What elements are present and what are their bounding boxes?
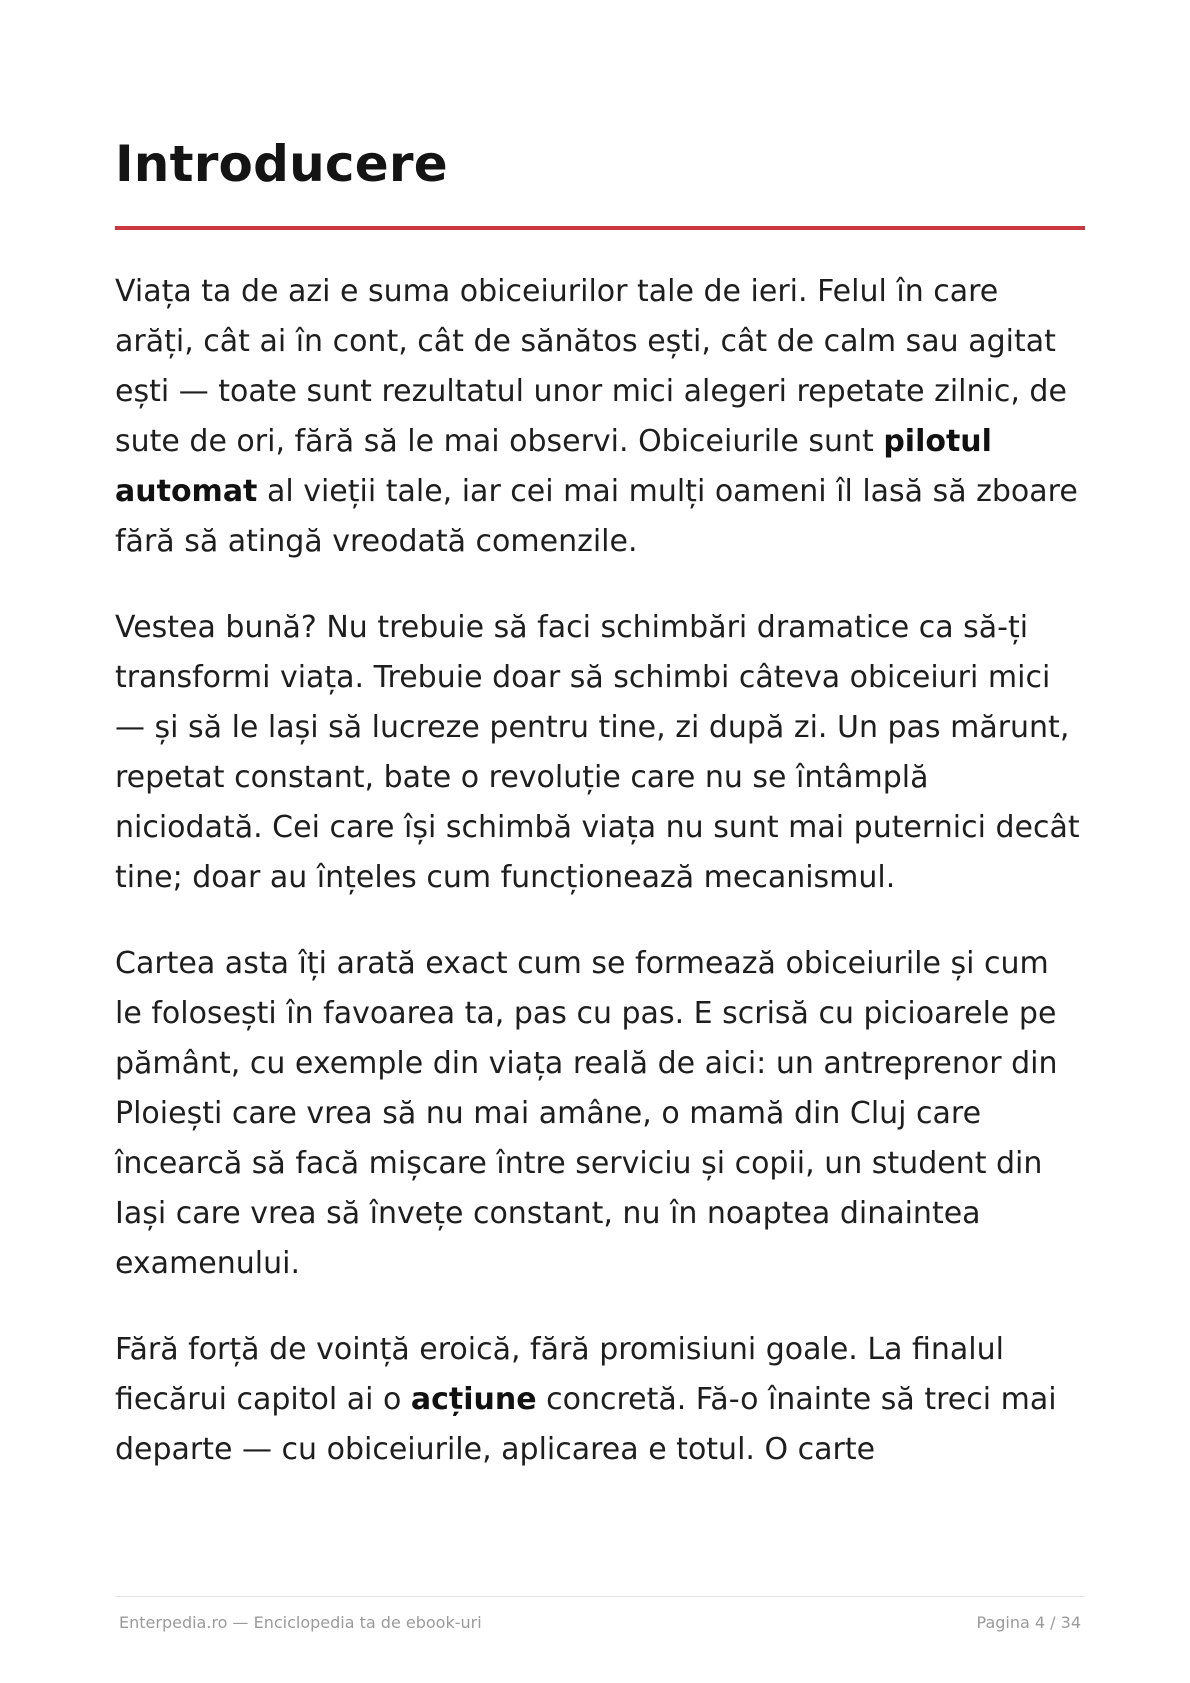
title-divider (115, 226, 1085, 230)
emphasis-actiune: acțiune (410, 1382, 537, 1417)
chapter-title: Introducere (115, 135, 448, 193)
paragraph-1-text-a: Viața ta de azi e suma obiceiurilor tale de ieri. Felul în care arăți, cât ai în cont, cât de sănătos ești, cât de calm sau agitat ești — toate sunt rezultatul unor mici alegeri repetate zilnic, de sute de ori, fără să le mai observi. Obiceiurile sunt (115, 274, 1067, 459)
paragraph-1-text-b: al vieții tale, iar cei mai mulți oameni îl lasă să zboare fără să atingă vreodată comenzile. (115, 474, 1078, 559)
paragraph-1 (115, 267, 1085, 567)
document-page (115, 0, 1085, 1683)
emphasis-pilotul-automat: pilotul automat (115, 424, 992, 509)
paragraph-2: Vestea bună? Nu trebuie să faci schimbări dramatice ca să-ți transformi viața. Trebuie doar să schimbi câteva obiceiuri mici — și să le lași să lucreze pentru tine, zi după zi. Un pas mărunt, repetat constant, bate o revoluție care nu se întâmplă niciodată. Cei care își schimbă viața nu sunt mai puternici decât tine; doar au înțeles cum funcționează mecanismul. (115, 610, 1080, 895)
footer-page-number: Pagina 4 / 34 (976, 1613, 1081, 1632)
paragraph-4 (115, 1325, 1085, 1475)
paragraph-4-text-b: concretă. Fă-o înainte să treci mai departe — cu obiceiurile, aplicarea e totul. O carte (115, 1382, 1057, 1467)
paragraph-4-text-a: Fără forță de voință eroică, fără promisiuni goale. La finalul fiecărui capitol ai o (115, 1332, 1004, 1417)
footer-site-name: Enterpedia.ro — Enciclopedia ta de ebook-uri (119, 1613, 482, 1632)
footer-divider (115, 1596, 1085, 1597)
chapter-body (115, 267, 1085, 1511)
paragraph-3: Cartea asta îți arată exact cum se formează obiceiurile și cum le folosești în favoarea ta, pas cu pas. E scrisă cu picioarele pe pământ, cu exemple din viața reală de aici: un antreprenor din Ploiești care vrea să nu mai amâne, o mamă din Cluj care încearcă să facă mișcare între serviciu și copii, un student din Iași care vrea să învețe constant, nu în noaptea dinaintea examenului. (115, 946, 1058, 1281)
